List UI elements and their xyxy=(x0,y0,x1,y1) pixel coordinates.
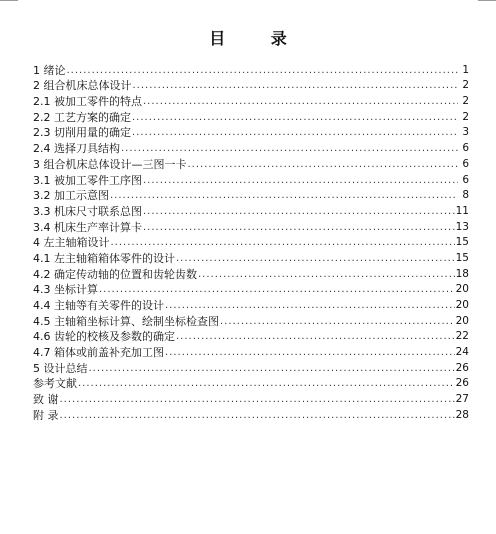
toc-entry[interactable] xyxy=(33,249,469,265)
toc-entry-label: 1 绪论 xyxy=(33,63,66,77)
toc-entry[interactable] xyxy=(33,328,469,344)
toc-entry[interactable] xyxy=(33,265,469,281)
toc-entry-page-number: 20 xyxy=(455,314,469,327)
toc-entry[interactable] xyxy=(33,202,469,218)
toc-dot-leader xyxy=(220,315,455,328)
toc-dot-leader xyxy=(188,158,459,171)
toc-entry-label: 3.1 被加工零件工序图 xyxy=(33,173,142,187)
toc-entry-page-number: 20 xyxy=(455,299,469,311)
toc-entry[interactable] xyxy=(33,61,469,77)
toc-entry[interactable] xyxy=(33,187,469,203)
toc-dot-leader xyxy=(132,111,458,124)
toc-dot-leader xyxy=(132,126,458,139)
toc-entry[interactable] xyxy=(33,171,469,187)
toc-entry-page-number: 2 xyxy=(462,95,469,108)
toc-entry-page-number: 2 xyxy=(462,110,469,123)
toc-entry[interactable] xyxy=(33,218,469,234)
toc-dot-leader xyxy=(143,95,458,108)
toc-entry[interactable] xyxy=(33,359,469,375)
toc-entry[interactable] xyxy=(33,281,469,297)
toc-title: 目 录 xyxy=(209,29,307,48)
toc-dot-leader xyxy=(60,393,455,406)
toc-entry-page-number: 6 xyxy=(462,142,469,155)
toc-dot-leader xyxy=(198,268,455,281)
toc-entry-label: 4.6 齿轮的校核及参数的确定 xyxy=(33,330,175,344)
toc-entry-page-number: 1 xyxy=(462,63,469,76)
toc-entry[interactable] xyxy=(33,406,469,422)
toc-entry[interactable] xyxy=(33,92,469,108)
toc-entry-page-number: 18 xyxy=(455,267,469,280)
toc-entry[interactable] xyxy=(33,77,469,93)
toc-entry-label: 4.7 箱体或前盖补充加工图 xyxy=(33,346,164,360)
toc-entry-label: 附 录 xyxy=(33,408,59,422)
toc-entry-label: 2.2 工艺方案的确定 xyxy=(33,110,131,124)
toc-entry-label: 参考文献 xyxy=(33,377,77,391)
toc-entry-page-number: 6 xyxy=(462,173,469,186)
toc-entry-label: 4.3 坐标计算 xyxy=(33,283,98,297)
toc-entry-label: 2.3 切削用量的确定 xyxy=(33,126,131,140)
toc-entry-page-number: 20 xyxy=(455,283,469,296)
toc-dot-leader xyxy=(89,362,455,375)
page-corner-mark-left xyxy=(0,0,18,1)
toc-entry-page-number: 15 xyxy=(455,236,469,249)
toc-entry[interactable] xyxy=(33,296,469,312)
toc-entry-label: 4.5 主轴箱坐标计算、绘制坐标检查图 xyxy=(33,314,219,328)
toc-entry[interactable] xyxy=(33,390,469,406)
toc-entry-label: 致 谢 xyxy=(33,393,59,407)
toc-entry[interactable] xyxy=(33,343,469,359)
toc-entry-label: 3 组合机床总体设计—三图一卡 xyxy=(33,157,187,171)
toc-dot-leader xyxy=(176,330,455,343)
toc-entry-page-number: 2 xyxy=(462,79,469,92)
toc-dot-leader xyxy=(143,221,455,234)
toc-entry[interactable] xyxy=(33,312,469,328)
toc-dot-leader xyxy=(99,283,455,296)
toc-dot-leader xyxy=(78,377,455,390)
toc-entry[interactable] xyxy=(33,234,469,250)
toc-dot-leader xyxy=(176,252,455,265)
toc-dot-leader xyxy=(133,79,459,92)
toc-entry-page-number: 13 xyxy=(455,220,469,233)
toc-dot-leader xyxy=(165,299,455,312)
toc-entry-page-number: 24 xyxy=(455,346,469,359)
toc-entry-label: 2.4 选择刀具结构 xyxy=(33,142,120,156)
toc-entry-page-number: 8 xyxy=(462,189,469,202)
toc-entry-label: 3.4 机床生产率计算卡 xyxy=(33,220,142,234)
toc-dot-leader xyxy=(121,142,458,155)
toc-entry-page-number: 28 xyxy=(455,408,469,421)
toc-entry-label: 3.3 机床尺寸联系总图 xyxy=(33,204,142,218)
toc-entry-label: 2 组合机床总体设计 xyxy=(33,79,132,93)
toc-entry-label: 2.1 被加工零件的特点 xyxy=(33,95,142,109)
toc-dot-leader xyxy=(143,205,455,218)
toc-dot-leader xyxy=(110,189,458,202)
toc-entry-label: 4.2 确定传动轴的位置和齿轮齿数 xyxy=(33,267,197,281)
toc-entry[interactable] xyxy=(33,155,469,171)
toc-entry-page-number: 3 xyxy=(462,126,469,139)
toc-entry[interactable] xyxy=(33,375,469,391)
toc-entry[interactable] xyxy=(33,124,469,140)
toc-entry-label: 4.1 左主轴箱箱体零件的设计 xyxy=(33,251,175,265)
toc-entry-page-number: 15 xyxy=(455,251,469,264)
toc-dot-leader xyxy=(165,346,455,359)
toc-entry-page-number: 11 xyxy=(455,204,469,217)
toc-dot-leader xyxy=(60,409,455,422)
table-of-contents xyxy=(33,61,469,422)
toc-entry[interactable] xyxy=(33,108,469,124)
toc-entry-page-number: 26 xyxy=(455,361,469,374)
toc-dot-leader xyxy=(67,64,459,77)
toc-entry-label: 4 左主轴箱设计 xyxy=(33,236,110,250)
toc-dot-leader xyxy=(111,236,455,249)
page-corner-mark-right xyxy=(478,0,496,1)
toc-entry-label: 3.2 加工示意图 xyxy=(33,189,109,203)
toc-dot-leader xyxy=(143,174,458,187)
toc-entry[interactable] xyxy=(33,139,469,155)
toc-entry-page-number: 22 xyxy=(455,330,469,343)
toc-entry-page-number: 6 xyxy=(462,157,469,170)
toc-entry-label: 5 设计总结 xyxy=(33,361,88,375)
toc-entry-page-number: 26 xyxy=(455,377,469,390)
toc-entry-label: 4.4 主轴等有关零件的设计 xyxy=(33,299,164,312)
toc-entry-page-number: 27 xyxy=(455,393,469,406)
